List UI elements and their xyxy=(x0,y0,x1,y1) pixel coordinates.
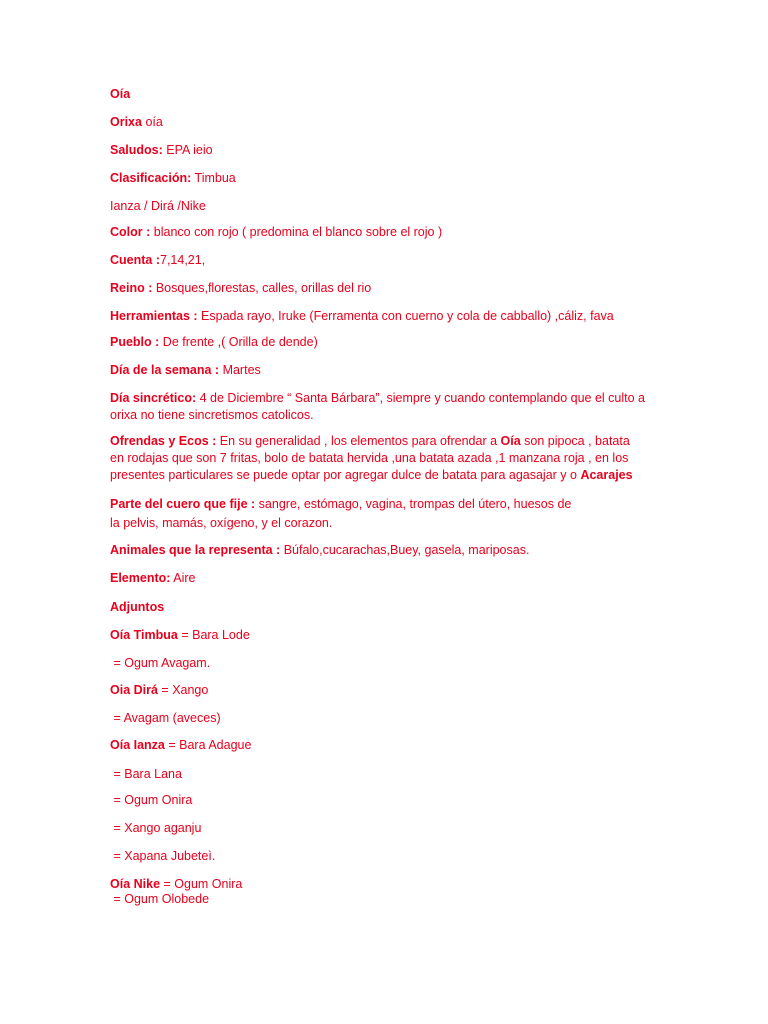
color-line: Color : blanco con rojo ( predomina el blanco sobre el rojo ) xyxy=(110,225,443,239)
nike-extra-1: = Ogum Olobede xyxy=(113,892,210,906)
dia-sincretico-paragraph: Día sincrético: 4 de Diciembre “ Santa Bárbara”, siempre y cuando contemplando que el culto a orixa no tiene sincretismos catolicos. xyxy=(110,391,646,422)
adjuntos-heading: Adjuntos xyxy=(110,600,165,614)
orixa-line: Orixa oía xyxy=(110,115,163,129)
timbua-line: Oía Timbua = Bara Lode xyxy=(110,628,250,642)
herramientas-line: Herramientas : Espada rayo, Iruke (Ferramenta con cuerno y cola de cabballo) ,cáliz, fava xyxy=(110,309,614,323)
timbua-extra-1: = Ogum Avagam. xyxy=(113,656,211,670)
dia-semana-line: Día de la semana : Martes xyxy=(110,363,261,377)
saludos-line: Saludos: EPA ieio xyxy=(110,143,213,157)
ofrendas-paragraph: Ofrendas y Ecos : En su generalidad , los elementos para ofrendar a Oía son pipoca , batata en rodajas que son 7 fritas, bolo de batata hervida ,una batata azada ,1 manzana roja , en los presentes particulares se puede optar por agregar dulce de batata para agasajar y o Acarajes xyxy=(110,434,633,482)
reino-line: Reino : Bosques,florestas, calles, orillas del rio xyxy=(110,281,372,295)
dira-extra-1: = Avagam (aveces) xyxy=(113,711,221,725)
ianza-extra-2: = Ogum Onira xyxy=(113,793,193,807)
ianza-extra-3: = Xango aganju xyxy=(113,821,202,835)
variantes-line: Ianza / Dirá /Nike xyxy=(110,199,206,213)
ianza-extra-1: = Bara Lana xyxy=(113,767,182,781)
animales-line: Animales que la representa : Búfalo,cucarachas,Buey, gasela, mariposas. xyxy=(110,543,530,557)
ianza-line: Oía Ianza = Bara Adague xyxy=(110,738,252,752)
clasificacion-line: Clasificación: Timbua xyxy=(110,171,236,185)
document-title: Oía xyxy=(110,87,131,101)
cuero-paragraph: Parte del cuero que fije : sangre, estómago, vagina, trompas del útero, huesos de la pelvis, mamás, oxígeno, y el corazon. xyxy=(110,497,572,530)
nike-line: Oía Nike = Ogum Onira xyxy=(110,877,243,891)
cuenta-line: Cuenta :7,14,21, xyxy=(110,253,206,267)
pueblo-line: Pueblo : De frente ,( Orilla de dende) xyxy=(110,335,318,349)
dira-line: Oia Dirá = Xango xyxy=(110,683,209,697)
ianza-extra-4: = Xapana Jubeteì. xyxy=(113,849,216,863)
elemento-line: Elemento: Aire xyxy=(110,571,196,585)
